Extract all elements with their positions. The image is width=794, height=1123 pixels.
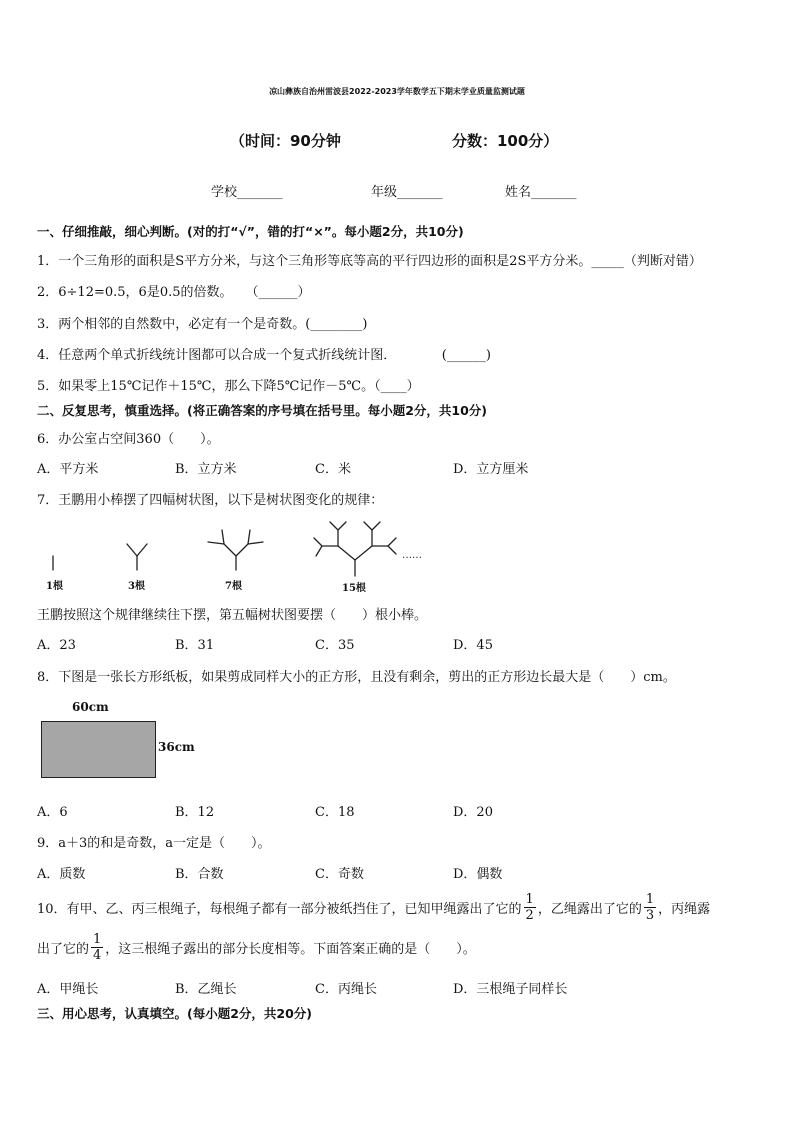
question-3: 3．两个相邻的自然数中，必定有一个是奇数。(________) [37, 317, 368, 332]
q9-option-c: C．奇数 [315, 867, 364, 882]
q9-option-b: B．合数 [175, 867, 224, 882]
exam-time: （时间：90分钟 [230, 132, 341, 150]
question-10-line2 [37, 932, 476, 963]
q10-text-2: ，乙绳露出了它的 [537, 902, 642, 917]
question-6: 6．办公室占空间360（ ）。 [37, 432, 220, 447]
q10-option-c: C．丙绳长 [315, 982, 377, 997]
fraction-numerator: 1 [93, 932, 102, 947]
question-8: 8．下图是一张长方形纸板，如果剪成同样大小的正方形，且没有剩余，剪出的正方形边长最大是（ ）cm。 [37, 670, 676, 685]
tree-label-2: 3根 [128, 581, 145, 592]
fraction-one-half [524, 892, 536, 923]
grade-field: 年级_______ [371, 185, 443, 200]
q6-option-d: D．立方厘米 [453, 462, 529, 477]
q10-text-5: ，这三根绳子露出的部分长度相等。下面答案正确的是（ ）。 [105, 942, 476, 957]
q7-option-c: C．35 [315, 638, 355, 653]
q10-text-3: ，丙绳露 [658, 902, 711, 917]
tree-label-3: 7根 [225, 581, 242, 592]
q8-option-a: A．6 [37, 805, 68, 820]
exam-score: 分数：100分） [452, 132, 559, 150]
rect-width-label: 60cm [72, 700, 109, 714]
tree-label-1: 1根 [46, 581, 63, 592]
question-10-line1 [37, 892, 710, 923]
q6-option-a: A．平方米 [37, 462, 99, 477]
q7-option-a: A．23 [37, 638, 76, 653]
name-field: 姓名_______ [505, 185, 577, 200]
fraction-numerator: 1 [645, 892, 655, 907]
q9-option-a: A．质数 [37, 867, 86, 882]
page-title: 凉山彝族自治州雷波县2022-2023学年数学五下期末学业质量监测试题 [269, 87, 525, 96]
question-9: 9．a＋3的和是奇数，a一定是（ ）。 [37, 836, 271, 851]
section1-heading: 一、仔细推敲，细心判断。(对的打“√”，错的打“×”。每小题2分，共10分) [37, 224, 464, 239]
q10-option-a: A．甲绳长 [37, 982, 99, 997]
q7-option-b: B．31 [175, 638, 215, 653]
q6-option-b: B．立方米 [175, 462, 237, 477]
q8-option-c: C．18 [315, 805, 355, 820]
question-1: 1．一个三角形的面积是S平方分米，与这个三角形等底等高的平行四边形的面积是2S平方分米。_____（判断对错） [37, 254, 702, 269]
fraction-one-third [644, 892, 656, 923]
section3-heading: 三、用心思考，认真填空。(每小题2分，共20分) [37, 1006, 313, 1021]
fraction-denominator: 4 [93, 948, 102, 963]
fraction-one-quarter [91, 932, 103, 963]
q10-option-b: B．乙绳长 [175, 982, 237, 997]
question-7: 7．王鹏用小棒摆了四幅树状图，以下是树状图变化的规律： [37, 493, 384, 508]
tree-label-4: 15根 [342, 583, 366, 594]
fraction-denominator: 3 [645, 908, 655, 923]
section2-heading: 二、反复思考，慎重选择。(将正确答案的序号填在括号里。每小题2分，共10分) [37, 403, 488, 418]
q8-option-d: D．20 [453, 805, 493, 820]
tree-continuation-dots: …… [402, 550, 422, 561]
rect-height-label: 36cm [158, 740, 195, 754]
question-4: 4．任意两个单式折线统计图都可以合成一个复式折线统计图． (______) [37, 348, 491, 363]
cardboard-rectangle [41, 721, 156, 778]
question-2: 2．6÷12=0.5，6是0.5的倍数。 （______） [37, 285, 311, 300]
q6-option-c: C．米 [315, 462, 351, 477]
q7-option-d: D．45 [453, 638, 493, 653]
question-7-prompt: 王鹏按照这个规律继续往下摆，第五幅树状图要摆（ ）根小棒。 [37, 608, 428, 623]
q9-option-d: D．偶数 [453, 867, 503, 882]
fraction-numerator: 1 [525, 892, 534, 907]
q10-option-d: D．三根绳子同样长 [453, 982, 568, 997]
q10-text-4: 出了它的 [37, 942, 90, 957]
fraction-denominator: 2 [525, 908, 534, 923]
question-5: 5．如果零上15℃记作＋15℃，那么下降5℃记作－5℃。（____） [37, 379, 420, 394]
q10-text-1: 10．有甲、乙、丙三根绳子，每根绳子都有一部分被纸挡住了，已知甲绳露出了它的 [37, 902, 522, 917]
school-field: 学校_______ [211, 185, 283, 200]
q8-option-b: B．12 [175, 805, 215, 820]
